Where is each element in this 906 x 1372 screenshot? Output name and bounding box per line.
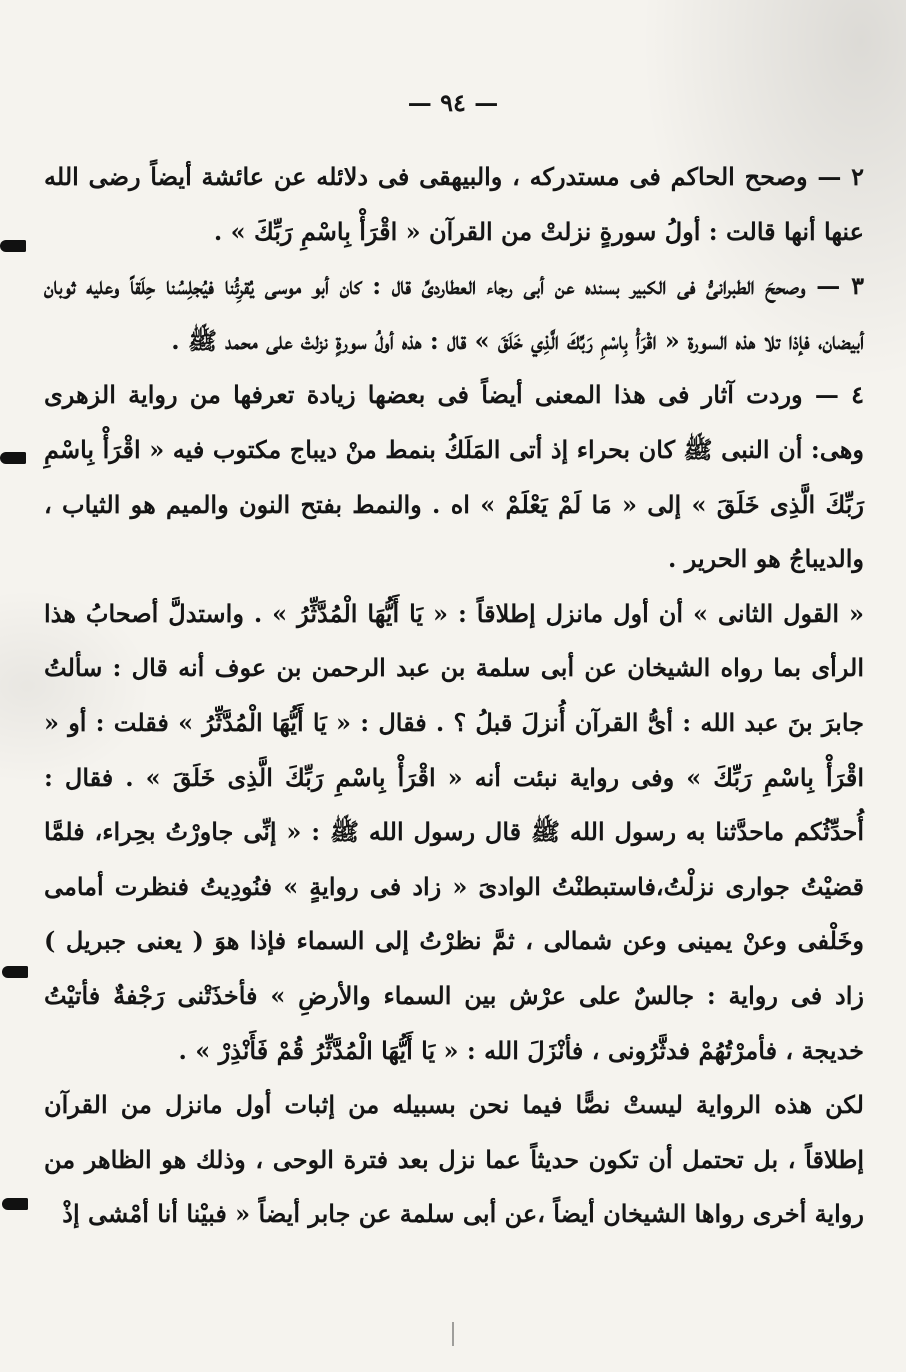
page-number-text: — ٩٤ —	[407, 88, 499, 117]
paragraph-narration-3: ٣ — وصححَ الطبرانىُّ فى الكبير بسنده عن أبى رجاء العطاردىِّ قال : كان أبو موسى يُقرِئُنا فيُجلِسُنا حِلَقاً وعليه ثوبان أبيضان، فإذا تلا هذه السورة « اقْرَأْ بِاسْمِ رَبِّكَ الَّذِي خَلَقَ » قال : هذه أولُ سورةٍ نزلتْ على محمد ﷺ .	[44, 271, 864, 355]
binding-hole-mark	[2, 966, 28, 978]
page-number	[0, 88, 906, 117]
binding-hole-mark	[0, 452, 26, 464]
binding-hole-mark	[2, 1198, 28, 1210]
paragraph-narration-4: ٤ — وردت آثار فى هذا المعنى أيضاً فى بعضها زيادة تعرفها من رواية الزهرى وهى: أن النبى ﷺ كان بحراء إذ أتى المَلَكُ بنمط منْ ديباج مكتوب فيه « اقْرَأْ بِاسْمِ رَبِّكَ الَّذِى خَلَقَ » إلى « مَا لَمْ يَعْلَمْ » اه . والنمط بفتح النون والميم هو الثياب ، والديباجُ هو الحرير .	[44, 380, 864, 574]
body-text	[44, 150, 864, 1242]
paragraph-narration-2: ٢ — وصحح الحاكم فى مستدركه ، والبيهقى فى دلائله عن عائشة أيضاً رضى الله عنها أنها قالت : أولُ سورةٍ نزلتْ من القرآن « اقْرَأْ بِاسْمِ رَبِّكَ » .	[44, 162, 864, 246]
binding-hole-mark	[0, 240, 26, 252]
scan-artifact	[452, 1322, 454, 1346]
paragraph-objection: لكن هذه الرواية ليستْ نصًّا فيما نحن بسبيله من إثبات أول مانزل من القرآن إطلاقاً ، بل تحتمل أن تكون حديثاً عما نزل بعد فترة الوحى ، وذلك هو الظاهر من رواية أخرى رواها الشيخان أيضاً ،عن أبى سلمة عن جابر أيضاً « فبيْنا أنا أمْشى إذْ	[44, 1090, 864, 1229]
paragraph-second-opinion: « القول الثانى » أن أول مانزل إطلاقاً : « يَا أَيُّهَا الْمُدَّثِّرُ » . واستدلَّ أصحابُ هذا الرأى بما رواه الشيخان عن أبى سلمة بن عبد الرحمن بن عوف أنه قال : سألتُ جابرَ بنَ عبد الله : أىُّ القرآن أُنزلَ قبلُ ؟ . فقال : « يَا أَيُّهَا الْمُدَّثِّرُ » فقلت : أو « اقْرَأْ بِاسْمِ رَبِّكَ » وفى رواية نبئت أنه « اقْرَأْ بِاسْمِ رَبِّكَ الَّذِى خَلَقَ » . فقال : أُحدِّثُكم ماحدَّثنا به رسول الله ﷺ قال رسول الله ﷺ : « إنِّى جاورْتُ بحِراء، فلمَّا قضيْتُ جوارى نزلْتُ،فاستبطنْتُ الوادىَ « زاد فى روايةٍ » فنُودِيتُ فنظرت أمامى وخَلْفى وعنْ يمينى وعن شمالى ، ثمَّ نظرْتُ إلى السماء فإذا هوَ ( يعنى جبريل ) زاد فى رواية : جالسٌ على عرْش بين السماء والأرضِ » فأخذَتْنى رَجْفةٌ فأتيْتُ خديجة ، فأمرْتُهُمْ فدثَّرُونى ، فأنْزَلَ الله : « يَا أَيُّهَا الْمُدَّثِّرُ قُمْ فَأَنْذِرْ » .	[44, 598, 864, 1065]
